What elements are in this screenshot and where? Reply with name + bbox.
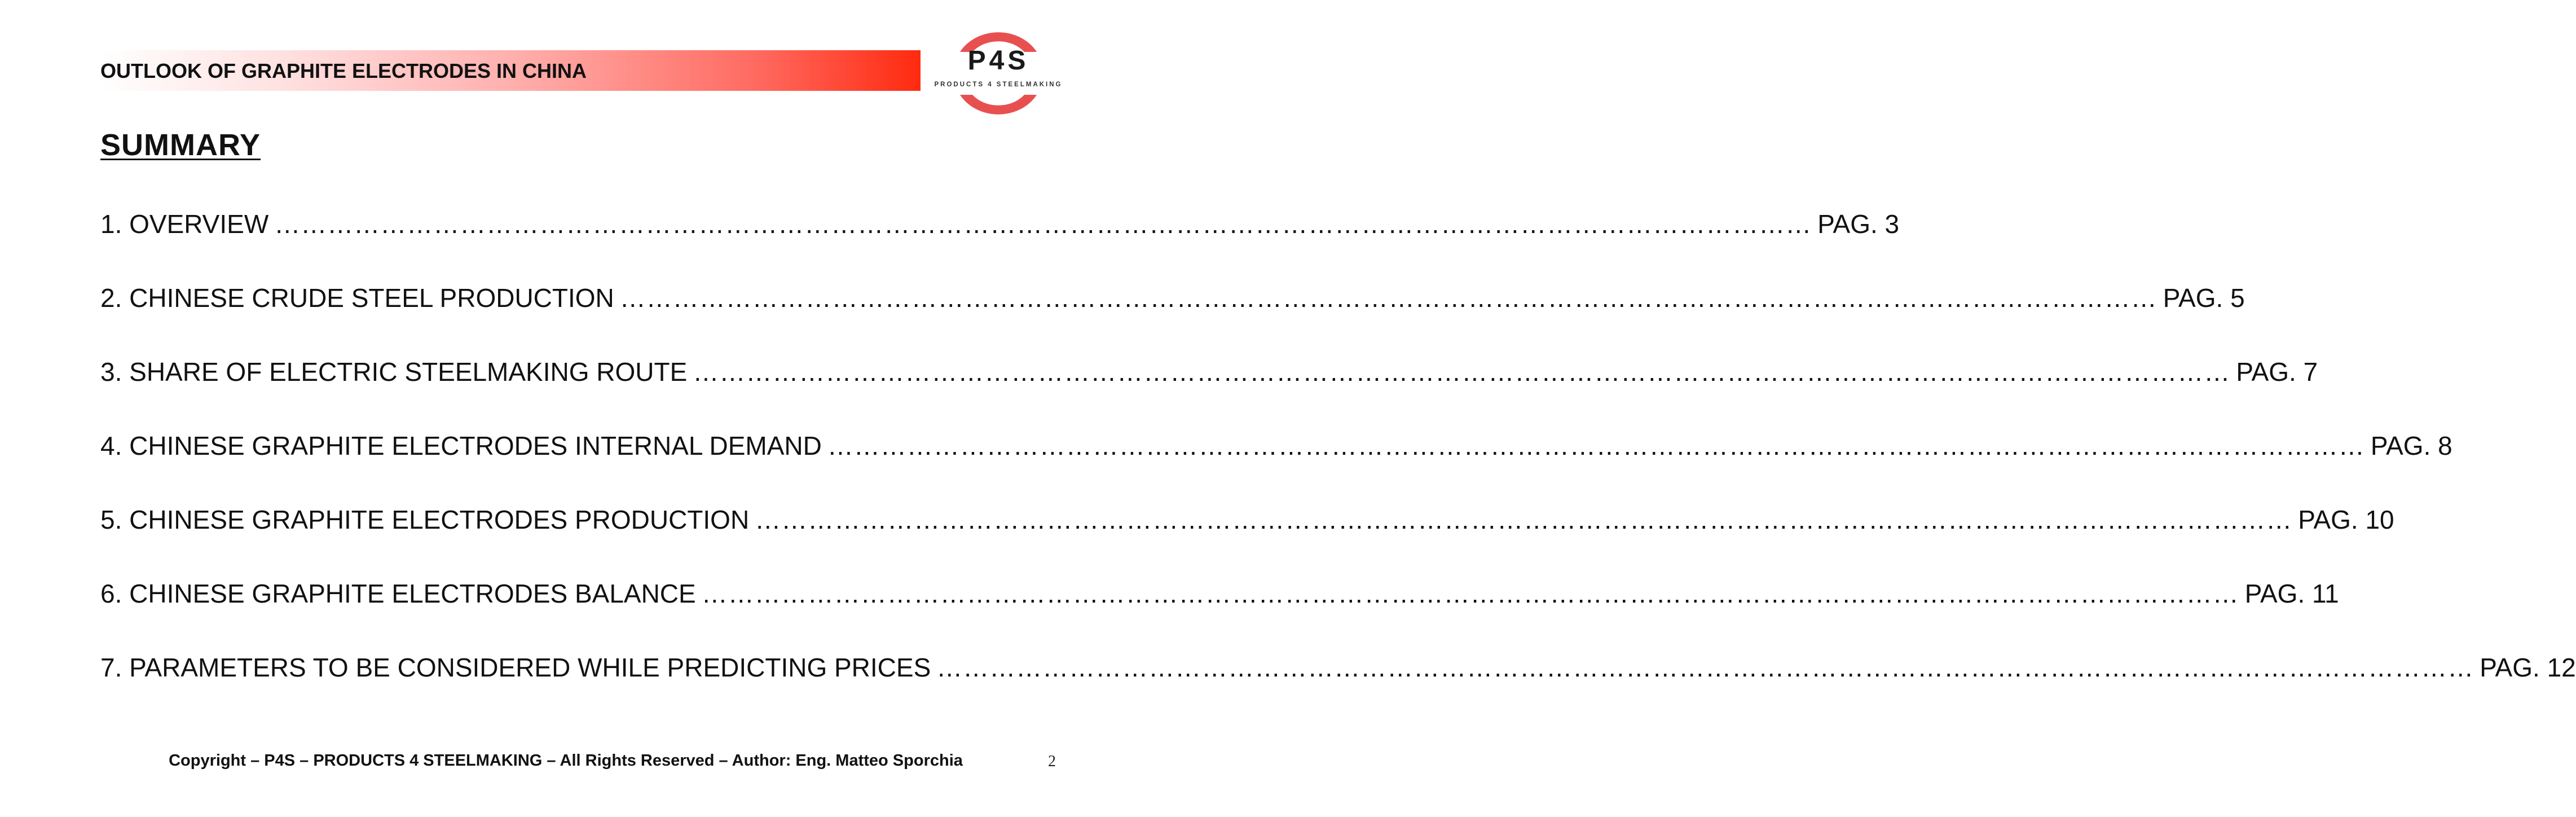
footer-copyright: Copyright – P4S – PRODUCTS 4 STEELMAKING – All Rights Reserved – Author: Eng. Matteo Sporchia <box>169 752 963 770</box>
p4s-logo <box>931 20 1066 117</box>
toc-item-page: PAG. 7 <box>2236 357 2318 386</box>
toc-leader-dots: ………………………………………………………………………………………………………………………………………………………… <box>936 653 2474 682</box>
toc-leader-dots: ………………………………………………………………………………………………………………………………………………………… <box>274 209 1812 239</box>
toc-item[interactable] <box>100 500 2394 574</box>
toc-item[interactable] <box>100 426 2452 500</box>
toc-item[interactable] <box>100 204 1900 278</box>
toc-item-label: 1. OVERVIEW <box>100 209 269 239</box>
document-title: OUTLOOK OF GRAPHITE ELECTRODES IN CHINA <box>100 59 587 82</box>
toc-item-label: 3. SHARE OF ELECTRIC STEELMAKING ROUTE <box>100 357 688 386</box>
toc-item-label: 2. CHINESE CRUDE STEEL PRODUCTION <box>100 283 614 313</box>
toc-item[interactable] <box>100 278 2245 352</box>
toc-item-page: PAG. 5 <box>2163 283 2245 313</box>
toc-leader-dots: ………………………………………………………………………………………………………………………………………………………… <box>755 505 2293 534</box>
toc-item-label: 4. CHINESE GRAPHITE ELECTRODES INTERNAL DEMAND <box>100 431 822 460</box>
table-of-contents <box>100 204 2576 722</box>
logo-mark: P4S <box>967 46 1029 76</box>
summary-heading: SUMMARY <box>100 128 261 162</box>
toc-item[interactable] <box>100 574 2339 648</box>
toc-item-page: PAG. 3 <box>1817 209 1900 239</box>
toc-item-page: PAG. 11 <box>2244 579 2339 608</box>
toc-leader-dots: ………………………………………………………………………………………………………………………………………………………… <box>701 579 2239 608</box>
toc-item[interactable] <box>100 352 2318 426</box>
toc-item[interactable] <box>100 648 2576 722</box>
header-band <box>100 50 921 91</box>
toc-item-label: 6. CHINESE GRAPHITE ELECTRODES BALANCE <box>100 579 696 608</box>
toc-leader-dots: ………………………………………………………………………………………………………………………………………………………… <box>827 431 2365 460</box>
toc-item-label: 5. CHINESE GRAPHITE ELECTRODES PRODUCTION <box>100 505 750 534</box>
toc-item-page: PAG. 12 <box>2480 653 2576 682</box>
toc-leader-dots: ………………………………………………………………………………………………………………………………………………………… <box>619 283 2157 313</box>
page-number: 2 <box>1048 753 1056 770</box>
toc-item-page: PAG. 8 <box>2370 431 2452 460</box>
toc-item-label: 7. PARAMETERS TO BE CONSIDERED WHILE PREDICTING PRICES <box>100 653 931 682</box>
toc-item-page: PAG. 10 <box>2298 505 2394 534</box>
toc-leader-dots: ………………………………………………………………………………………………………………………………………………………… <box>693 357 2231 386</box>
logo-subtitle: PRODUCTS 4 STEELMAKING <box>934 81 1063 88</box>
